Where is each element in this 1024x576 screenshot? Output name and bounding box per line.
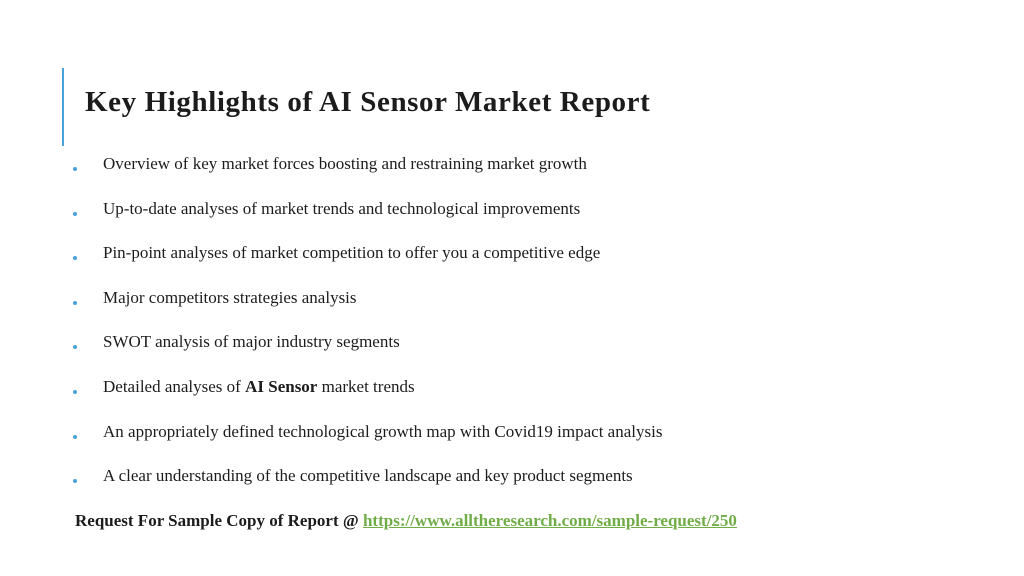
bullet-dot-icon (73, 301, 77, 305)
slide-title: Key Highlights of AI Sensor Market Report (85, 86, 651, 118)
bullet-dot-icon (73, 435, 77, 439)
bullet-text: SWOT analysis of major industry segments (103, 332, 400, 352)
title-accent-bar (62, 68, 64, 146)
bullet-text (103, 375, 415, 399)
list-item (0, 286, 1024, 331)
highlights-list (0, 152, 1024, 509)
list-item (0, 152, 1024, 197)
bullet-dot-icon (73, 256, 77, 260)
bullet-text: An appropriately defined technological growth map with Covid19 impact analysis (103, 421, 663, 441)
bullet-text: A clear understanding of the competitive landscape and key product segments (103, 466, 633, 486)
list-item (0, 464, 1024, 509)
bullet-dot-icon (73, 167, 77, 171)
bullet-text: Up-to-date analyses of market trends and technological improvements (103, 198, 581, 218)
bullet-dot-icon (73, 212, 77, 216)
bullet-text-emphasis: AI Sensor (245, 376, 318, 396)
sample-request-line (75, 509, 737, 533)
bullet-text-suffix: market trends (317, 376, 415, 396)
list-item (0, 375, 1024, 420)
list-item (0, 330, 1024, 375)
list-item (0, 241, 1024, 286)
sample-request-link[interactable]: https://www.alltheresearch.com/sample-request/250 (362, 511, 737, 530)
bullet-dot-icon (73, 479, 77, 483)
sample-request-label: Request For Sample Copy of Report @ (75, 511, 363, 530)
bullet-dot-icon (73, 390, 77, 394)
bullet-text-prefix: Detailed analyses of (103, 376, 246, 396)
bullet-dot-icon (73, 345, 77, 349)
bullet-text: Major competitors strategies analysis (103, 287, 357, 307)
bullet-text: Pin-point analyses of market competition to offer you a competitive edge (103, 243, 601, 263)
list-item (0, 420, 1024, 465)
bullet-text: Overview of key market forces boosting and restraining market growth (103, 154, 587, 173)
list-item (0, 197, 1024, 242)
